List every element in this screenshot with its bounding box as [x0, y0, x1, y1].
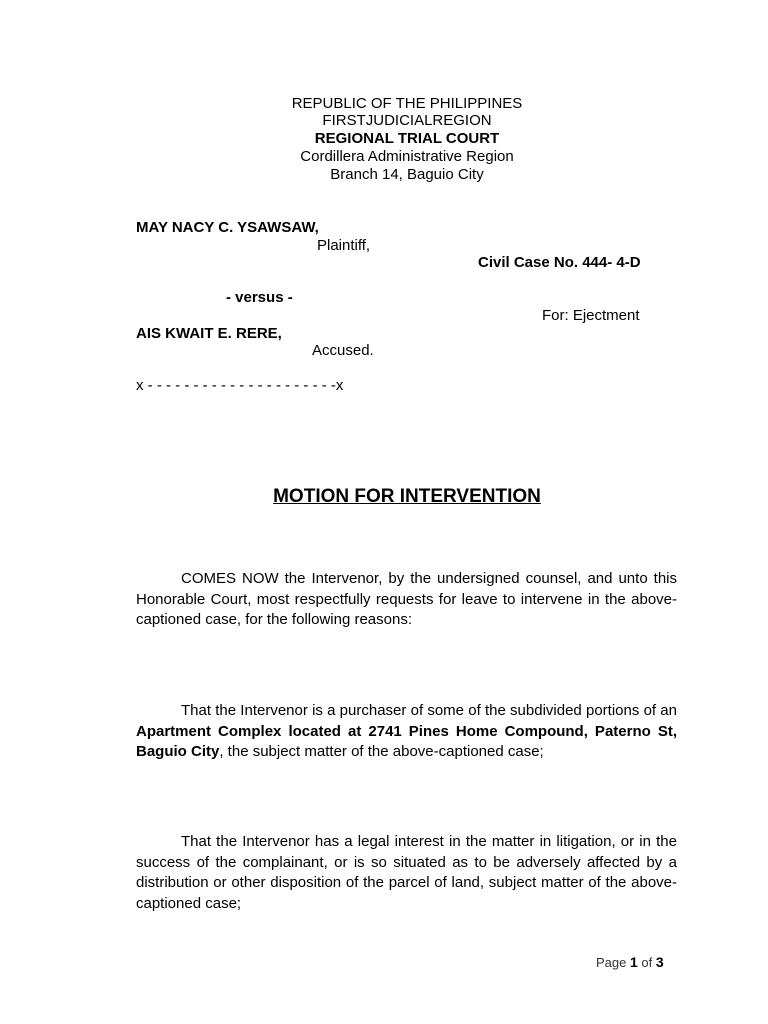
- paragraph-2-text-start: That the Intervenor is a purchaser of some of the subdivided portions of an: [181, 702, 677, 719]
- paragraph-1: COMES NOW the Intervenor, by the undersigned counsel, and unto this Honorable Court, most respectfully requests for leave to intervene in the above-captioned case, for the following reasons:: [136, 570, 677, 628]
- page-label: Page: [596, 955, 627, 970]
- plaintiff-name: MAY NACY C. YSAWSAW,: [136, 219, 319, 236]
- current-page-number: 1: [630, 954, 638, 970]
- page-footer: [596, 954, 664, 970]
- document-title: MOTION FOR INTERVENTION: [273, 486, 541, 507]
- caption-separator: x - - - - - - - - - - - - - - - - - - - - -x: [136, 377, 344, 394]
- plaintiff-role: Plaintiff,: [317, 237, 371, 254]
- defendant-name: AIS KWAIT E. RERE,: [136, 325, 282, 342]
- of-label: of: [641, 955, 653, 970]
- case-number: Civil Case No. 444- 4-D: [478, 254, 641, 271]
- paragraph-3: That the Intervenor has a legal interest in the matter in litigation, or in the success of the complainant, or is so situated as to be adversely affected by a distribution or other disposition of the parcel of land, subject matter of the above-captioned case;: [136, 833, 677, 912]
- paragraph-2: [136, 701, 677, 763]
- header-court-name: REGIONAL TRIAL COURT: [314, 130, 500, 147]
- header-branch: Branch 14, Baguio City: [330, 166, 484, 183]
- case-type: For: Ejectment: [542, 307, 640, 324]
- defendant-role: Accused.: [312, 342, 374, 359]
- paragraph-2-text-end: , the subject matter of the above-captioned case;: [219, 743, 544, 760]
- header-judicial-region: FIRSTJUDICIALREGION: [322, 112, 492, 129]
- property-address: Apartment Complex located at 2741 Pines Home Compound, Paterno St, Baguio City: [136, 722, 677, 760]
- header-region: Cordillera Administrative Region: [300, 148, 514, 165]
- header-republic: REPUBLIC OF THE PHILIPPINES: [291, 95, 523, 112]
- versus-label: - versus -: [226, 289, 293, 306]
- total-pages-number: 3: [655, 954, 664, 970]
